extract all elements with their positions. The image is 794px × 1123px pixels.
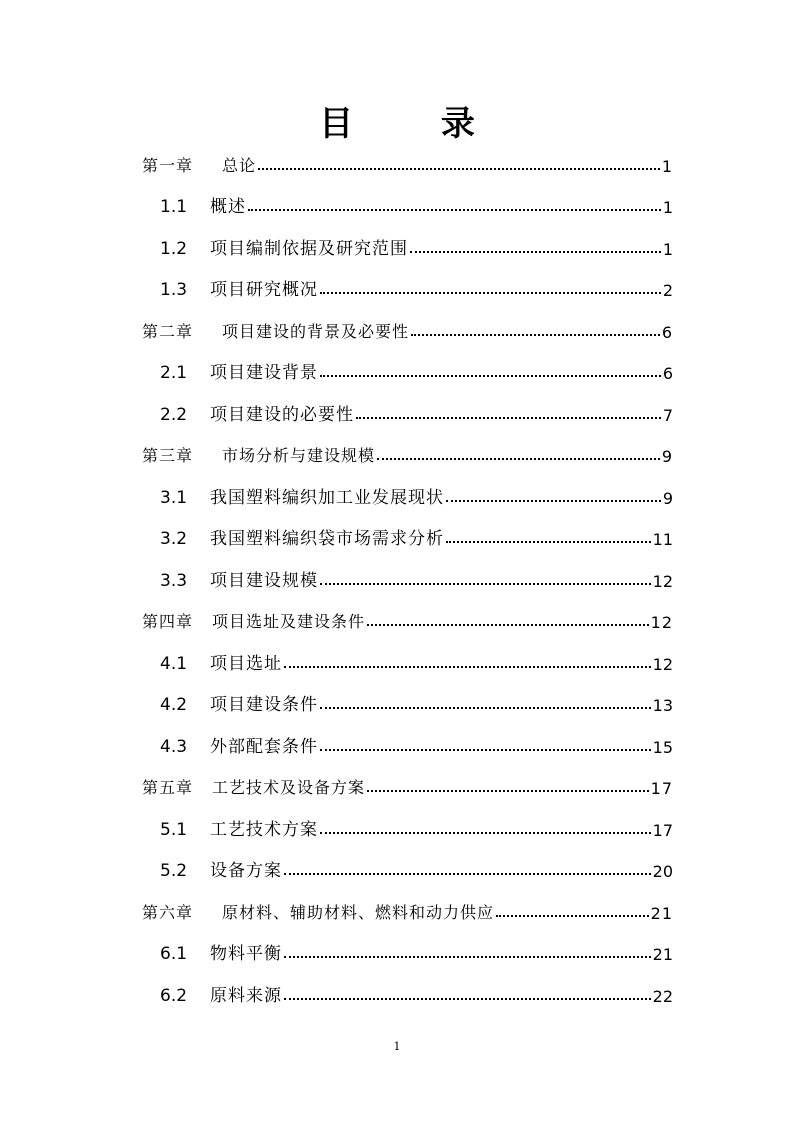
toc-entry[interactable] [160, 727, 673, 757]
toc-entry-number: 4.3 [160, 737, 188, 757]
toc-entry-number: 2.2 [160, 405, 188, 425]
toc-leader-dots [284, 955, 651, 958]
toc-entry-number: 3.3 [160, 571, 188, 591]
toc-title: 目 录 [319, 104, 513, 144]
toc-entry-number: 3.1 [160, 488, 188, 508]
toc-entry-label: 项目编制依据及研究范围 [210, 239, 408, 259]
toc-leader-dots [248, 208, 661, 211]
toc-entry-page: 1 [661, 157, 673, 176]
toc-entry-page: 12 [652, 572, 673, 591]
toc-entry-label: 工艺技术及设备方案 [212, 778, 366, 797]
toc-entry-page: 17 [650, 779, 673, 798]
toc-entry[interactable] [142, 893, 673, 923]
toc-leader-dots [320, 748, 651, 751]
toc-entry-number: 1.3 [160, 280, 188, 300]
toc-entry[interactable] [160, 561, 673, 591]
toc-entry-label: 设备方案 [210, 861, 282, 881]
toc-leader-dots [284, 872, 651, 875]
toc-entry-page: 11 [652, 530, 673, 549]
toc-leader-dots [367, 789, 649, 792]
toc-entry-number: 3.2 [160, 529, 188, 549]
toc-entry[interactable] [160, 851, 673, 881]
toc-leader-dots [496, 914, 649, 917]
toc-entry-page: 21 [652, 945, 673, 964]
toc-leader-dots [320, 582, 651, 585]
toc-entry[interactable] [160, 478, 673, 508]
toc-leader-dots [410, 250, 661, 253]
toc-entry-label: 项目建设条件 [210, 695, 318, 715]
toc-entry[interactable] [160, 976, 673, 1006]
toc-entry-page: 6 [662, 364, 673, 383]
toc-leader-dots [320, 706, 651, 709]
toc-leader-dots [320, 831, 651, 834]
toc-entry[interactable] [160, 934, 673, 964]
toc-entry-page: 2 [662, 281, 673, 300]
toc-entry-number: 第六章 [142, 903, 194, 922]
toc-entry-label: 项目选址 [210, 654, 282, 674]
toc-leader-dots [320, 291, 661, 294]
toc-entry[interactable] [160, 353, 673, 383]
toc-entry-number: 5.2 [160, 861, 188, 881]
toc-entry-number: 1.1 [160, 197, 188, 217]
toc-entry-label: 项目建设的必要性 [210, 405, 354, 425]
toc-entry[interactable] [160, 685, 673, 715]
toc-entry-label: 市场分析与建设规模 [222, 446, 376, 465]
toc-entry[interactable] [142, 602, 673, 632]
toc-entry-page: 12 [650, 613, 673, 632]
toc-entry-number: 6.1 [160, 944, 188, 964]
toc-entry-label: 项目选址及建设条件 [212, 612, 366, 631]
toc-entry-number: 第二章 [142, 322, 194, 341]
toc-entry-label: 概述 [210, 197, 246, 217]
toc-leader-dots [356, 416, 661, 419]
toc-entry-page: 6 [661, 323, 673, 342]
toc-entry-page: 17 [652, 821, 673, 840]
toc-leader-dots [377, 457, 660, 460]
toc-entry[interactable] [142, 436, 673, 466]
toc-entry-number: 第五章 [142, 778, 194, 797]
toc-entry[interactable] [160, 187, 673, 217]
toc-entry-number: 1.2 [160, 239, 188, 259]
toc-entry-label: 总论 [222, 156, 257, 175]
toc-entry[interactable] [160, 229, 673, 259]
toc-entry[interactable] [160, 810, 673, 840]
toc-entry-page: 7 [662, 406, 673, 425]
toc-entry-number: 第三章 [142, 446, 194, 465]
toc-entry-page: 1 [662, 240, 673, 259]
toc-entry[interactable] [142, 768, 673, 798]
toc-entry-label: 物料平衡 [210, 944, 282, 964]
toc-entry-label: 工艺技术方案 [210, 820, 318, 840]
toc-entry-label: 项目建设的背景及必要性 [222, 322, 410, 341]
toc-entry-number: 6.2 [160, 986, 188, 1006]
toc-entry-number: 第一章 [142, 156, 194, 175]
toc-entry-page: 15 [652, 738, 673, 757]
toc-leader-dots [284, 997, 651, 1000]
toc-entry-label: 原料来源 [210, 986, 282, 1006]
toc-entry-number: 2.1 [160, 363, 188, 383]
toc-entry-label: 项目研究概况 [210, 280, 318, 300]
toc-entry-label: 原材料、辅助材料、燃料和动力供应 [222, 903, 495, 922]
toc-entry-page: 21 [650, 904, 673, 923]
toc-entry[interactable] [142, 312, 673, 342]
toc-entry[interactable] [160, 395, 673, 425]
toc-entry-page: 13 [652, 696, 673, 715]
toc-leader-dots [320, 374, 661, 377]
toc-entry[interactable] [160, 270, 673, 300]
toc-entry[interactable] [160, 519, 673, 549]
toc-entry-page: 12 [652, 655, 673, 674]
toc-leader-dots [446, 540, 651, 543]
toc-entry-page: 1 [662, 198, 673, 217]
toc-entry-page: 9 [661, 447, 673, 466]
toc-entry-number: 4.1 [160, 654, 188, 674]
toc-leader-dots [258, 167, 660, 170]
toc-leader-dots [446, 499, 661, 502]
toc-leader-dots [411, 333, 660, 336]
toc-entry-page: 20 [652, 862, 673, 881]
toc-entry-number: 第四章 [142, 612, 194, 631]
toc-leader-dots [367, 623, 649, 626]
toc-leader-dots [284, 665, 651, 668]
toc-entry-label: 我国塑料编织加工业发展现状 [210, 488, 444, 508]
toc-entry-label: 外部配套条件 [210, 737, 318, 757]
toc-entry-page: 22 [652, 987, 673, 1006]
toc-entry-label: 我国塑料编织袋市场需求分析 [210, 529, 444, 549]
toc-entry[interactable] [160, 644, 673, 674]
toc-entry[interactable] [142, 146, 673, 176]
toc-entry-label: 项目建设背景 [210, 363, 318, 383]
toc-entry-page: 9 [662, 489, 673, 508]
toc-entry-label: 项目建设规模 [210, 571, 318, 591]
page-number-footer: 1 [393, 1040, 401, 1053]
toc-entry-number: 4.2 [160, 695, 188, 715]
toc-entry-number: 5.1 [160, 820, 188, 840]
